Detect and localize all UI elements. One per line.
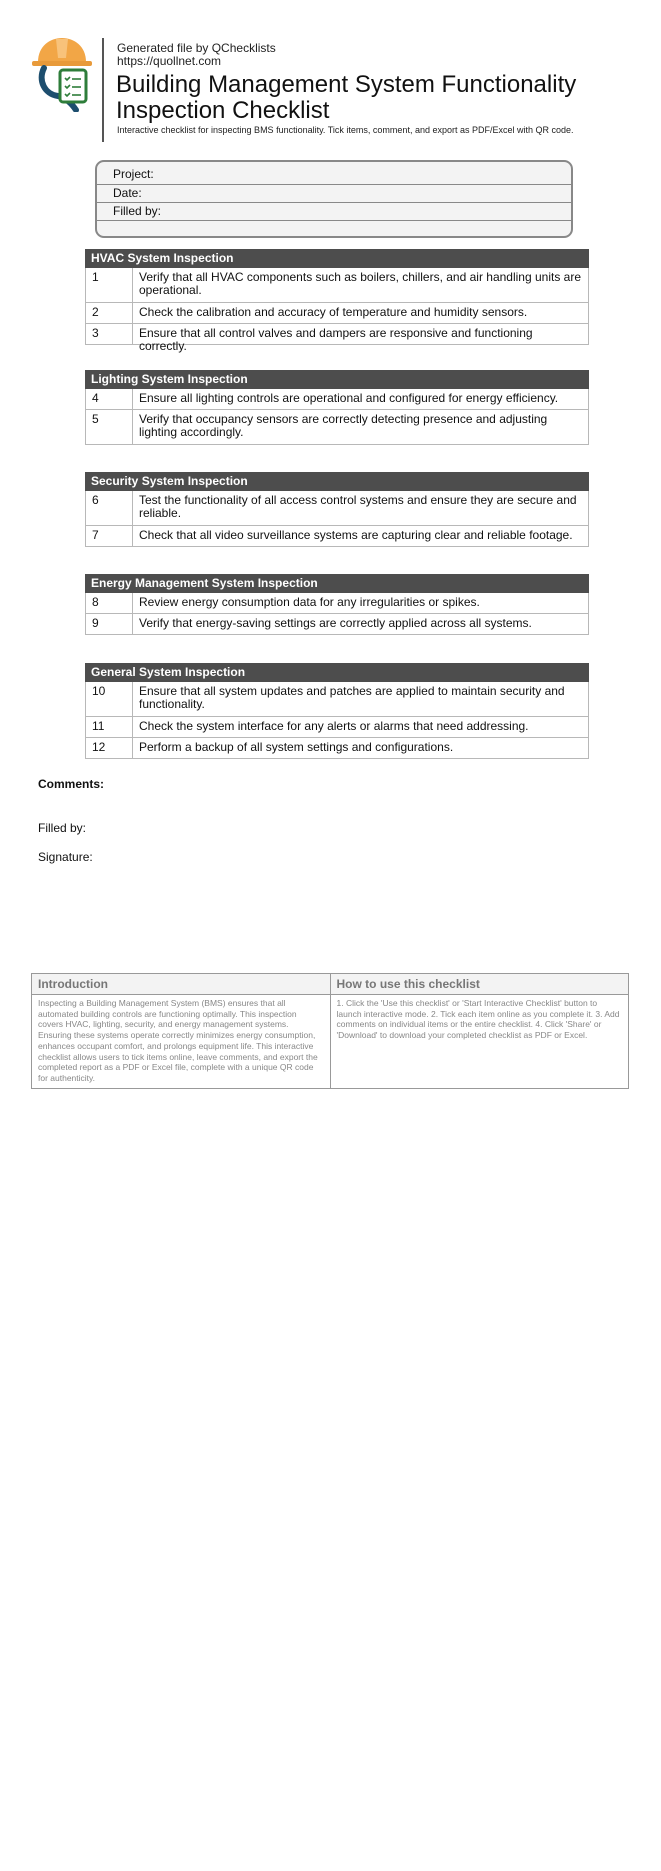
signature-label: Signature: (38, 850, 93, 864)
item-number: 9 (86, 614, 133, 634)
page-title: Building Management System Functionality Inspection Checklist (116, 71, 577, 124)
item-text: Check that all video surveillance systems are capturing clear and reliable footage. (139, 528, 573, 542)
checklist-item[interactable] (85, 491, 589, 526)
how-to-text: 1. Click the 'Use this checklist' or 'Start Interactive Checklist' button to launch interactive mode. 2. Tick each item online as you complete it. 3. Add comments on individual items or the entire checklist. 4. Click 'Share' or 'Download' to download your completed checklist as PDF or Excel. (336, 998, 620, 1041)
item-number: 5 (86, 410, 133, 444)
comments-label: Comments: (38, 777, 105, 791)
section-header: General System Inspection (85, 663, 589, 682)
checklist-item[interactable] (85, 593, 589, 614)
item-number: 4 (86, 389, 133, 409)
checklist-item[interactable] (85, 268, 589, 303)
item-number: 1 (86, 268, 133, 302)
item-number: 10 (86, 682, 133, 716)
item-number: 2 (86, 303, 133, 323)
source-url-link[interactable]: https://quollnet.com (117, 54, 222, 68)
item-text: Check the calibration and accuracy of temperature and humidity sensors. (139, 305, 528, 319)
section-hvac (85, 249, 589, 353)
section-energy (85, 574, 589, 635)
item-text: Test the functionality of all access control systems and ensure they are secure and reliable. (139, 493, 577, 520)
item-text: Verify that occupancy sensors are correctly detecting presence and adjusting lighting accordingly. (139, 412, 548, 439)
page-subtitle: Interactive checklist for inspecting BMS functionality. Tick items, comment, and export as PDF/Excel with QR code. (117, 125, 574, 135)
item-text: Verify that all HVAC components such as boilers, chillers, and air handling units are operational. (139, 270, 582, 297)
header-divider (102, 38, 104, 142)
section-security (85, 472, 589, 547)
how-to-column (330, 974, 629, 1088)
section-header: Lighting System Inspection (85, 370, 589, 389)
filled-by-label: Filled by: (38, 821, 87, 835)
item-text: Ensure that all control valves and dampers are responsive and functioning correctly. (139, 326, 533, 353)
introduction-text: Inspecting a Building Management System (BMS) ensures that all automated building controls are functioning optimally. This inspection covers HVAC, lighting, security, and energy management systems. Ensuring these systems operate correctly minimizes energy consumption, enhances occupant comfort, and prolongs equipment life. This interactive checklist allows users to tick items online, leave comments, and export the completed report as a PDF or Excel file, complete with a unique QR code for authenticity. (38, 998, 318, 1083)
checklist-item[interactable] (85, 717, 589, 738)
filled-by-field[interactable]: Filled by: (97, 203, 571, 221)
about-table (31, 973, 629, 1089)
item-text: Perform a backup of all system settings and configurations. (139, 740, 454, 754)
introduction-column (32, 974, 330, 1088)
section-header: HVAC System Inspection (85, 249, 589, 268)
checklist-item[interactable] (85, 614, 589, 635)
item-text: Ensure that all system updates and patches are applied to maintain security and functionality. (139, 684, 565, 711)
generator-info (117, 42, 276, 68)
item-text: Verify that energy-saving settings are correctly applied across all systems. (139, 616, 532, 630)
section-general (85, 663, 589, 759)
item-text: Check the system interface for any alerts or alarms that need addressing. (139, 719, 529, 733)
item-number: 7 (86, 526, 133, 546)
item-number: 6 (86, 491, 133, 525)
checklist-item[interactable] (85, 738, 589, 759)
checklist-item[interactable] (85, 324, 589, 353)
checklist-item[interactable] (85, 303, 589, 324)
checklist-item[interactable] (85, 682, 589, 717)
generated-by-text: Generated file by QChecklists (117, 41, 276, 55)
checklist-item[interactable] (85, 526, 589, 547)
item-number: 11 (86, 717, 133, 737)
section-header: Security System Inspection (85, 472, 589, 491)
date-field[interactable]: Date: (97, 185, 571, 203)
hardhat-checklist-logo-icon (30, 36, 102, 112)
section-lighting (85, 370, 589, 445)
item-number: 3 (86, 324, 133, 344)
checklist-item[interactable] (85, 410, 589, 445)
project-info-box (95, 160, 573, 238)
item-number: 8 (86, 593, 133, 613)
section-header: Energy Management System Inspection (85, 574, 589, 593)
item-number: 12 (86, 738, 133, 758)
project-field[interactable]: Project: (97, 162, 571, 185)
how-to-heading: How to use this checklist (331, 974, 629, 995)
introduction-heading: Introduction (32, 974, 330, 995)
extra-field[interactable] (97, 221, 571, 238)
item-text: Ensure all lighting controls are operational and configured for energy efficiency. (139, 391, 559, 405)
checklist-item[interactable] (85, 389, 589, 410)
item-text: Review energy consumption data for any irregularities or spikes. (139, 595, 480, 609)
